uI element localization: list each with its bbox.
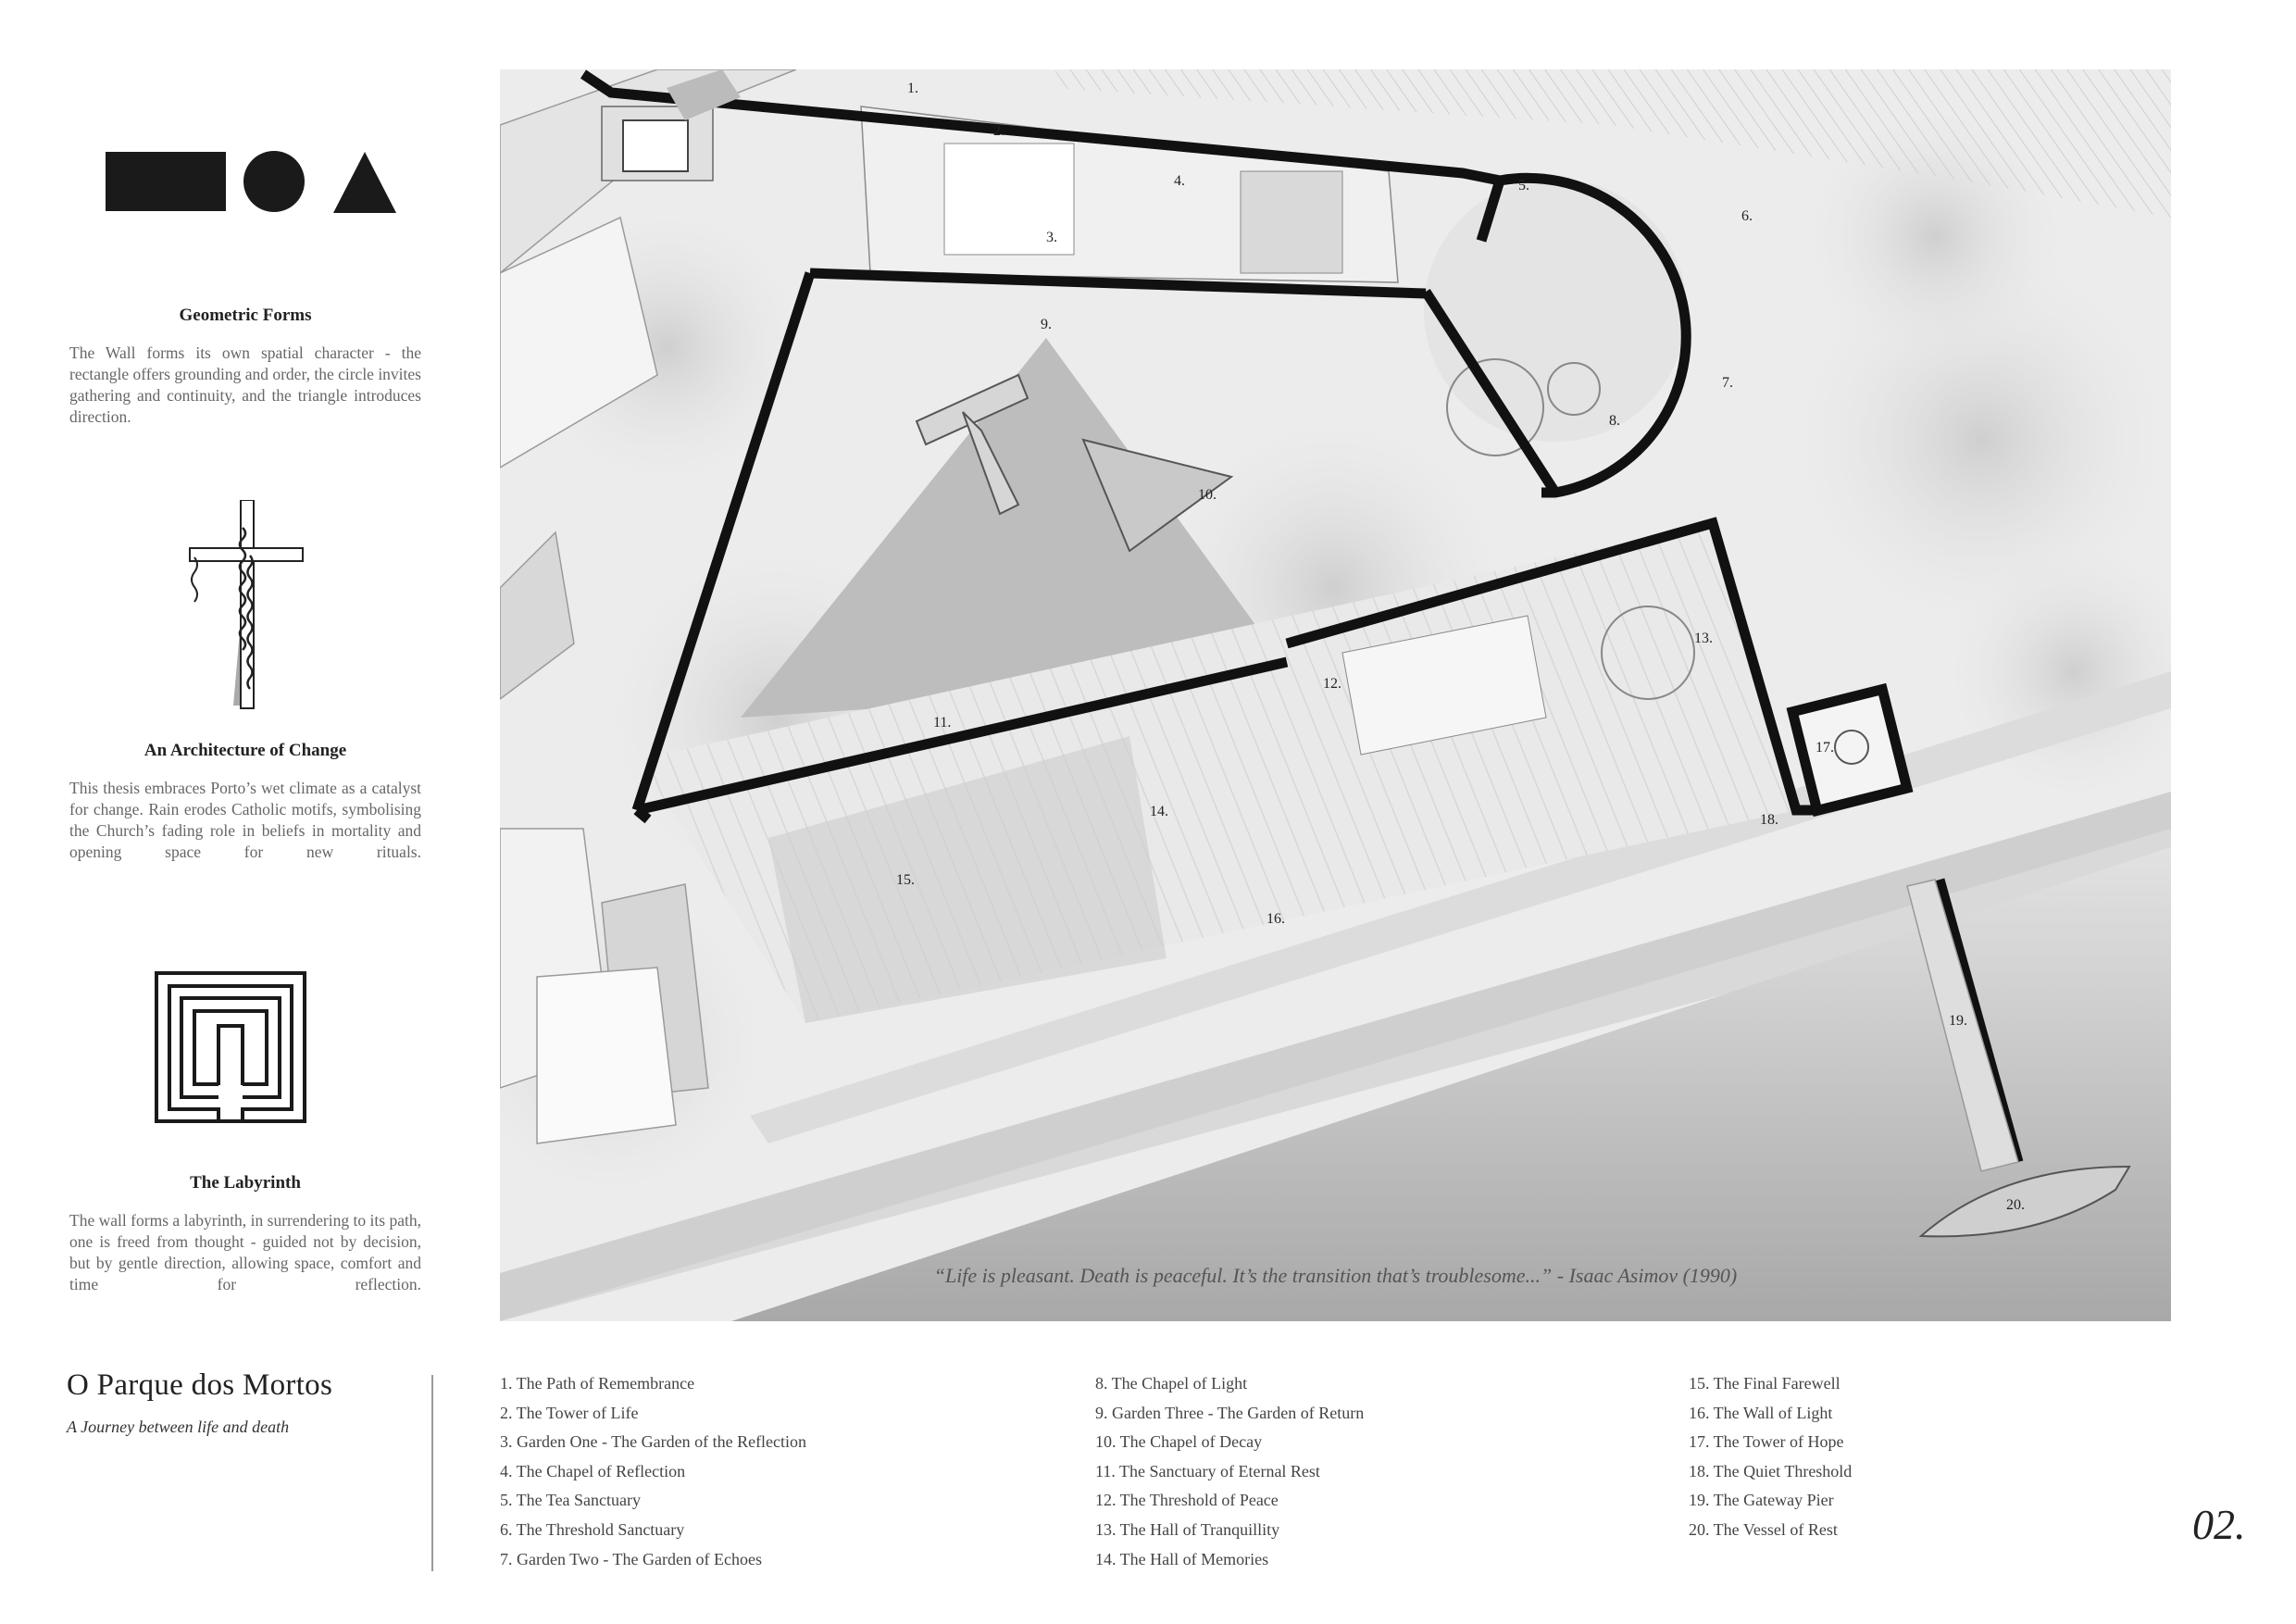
legend-item: 2. The Tower of Life (500, 1403, 639, 1422)
legend-item: 6. The Threshold Sanctuary (500, 1519, 685, 1539)
label-2: 2. (993, 123, 1004, 139)
label-3: 3. (1046, 230, 1057, 245)
label-8: 8. (1609, 413, 1620, 429)
project-subtitle: A Journey between life and death (67, 1418, 290, 1436)
tower-of-hope (1792, 690, 1907, 811)
legend-item: 18. The Quiet Threshold (1689, 1461, 1853, 1480)
label-17: 17. (1816, 740, 1834, 756)
label-20: 20. (2006, 1197, 2025, 1213)
legend-column-3 (1689, 1369, 1852, 1545)
legend-item: 16. The Wall of Light (1689, 1403, 1833, 1422)
labyrinth-text: The wall forms a labyrinth, in surrendering to its path, one is freed from thought - guided not by decision, but by gentle direction, allowing space, comfort and time for reflection. (69, 1211, 421, 1293)
legend-item: 19. The Gateway Pier (1689, 1491, 1834, 1510)
legend-item: 20. The Vessel of Rest (1689, 1519, 1838, 1539)
vertical-divider (431, 1375, 433, 1571)
architecture-of-change-title: An Architecture of Change (144, 741, 347, 760)
label-13: 13. (1694, 631, 1713, 646)
legend-item: 9. Garden Three - The Garden of Return (1095, 1403, 1365, 1422)
legend-item: 17. The Tower of Hope (1689, 1432, 1844, 1452)
legend-item: 7. Garden Two - The Garden of Echoes (500, 1549, 762, 1568)
labyrinth-icon (154, 970, 307, 1129)
label-15: 15. (896, 872, 915, 888)
geometric-forms-title: Geometric Forms (179, 306, 312, 325)
architecture-of-change-text: This thesis embraces Porto’s wet climate as a catalyst for change. Rain erodes Catholic motifs, symbolising the Church’s fading role in beliefs in mortality and opening space for new rituals. (69, 779, 421, 861)
label-7: 7. (1722, 375, 1733, 391)
eroded-cross-icon (185, 500, 306, 718)
label-6: 6. (1741, 208, 1753, 224)
geometric-forms-icon (104, 148, 400, 219)
rectangle-shape (106, 152, 226, 211)
site-plan-drawing (500, 69, 2171, 1321)
legend-column-1 (500, 1369, 806, 1574)
legend-item: 13. The Hall of Tranquillity (1095, 1519, 1280, 1539)
site-plan (500, 69, 2171, 1321)
legend-item: 11. The Sanctuary of Eternal Rest (1095, 1461, 1320, 1480)
label-9: 9. (1041, 317, 1052, 332)
legend-item: 12. The Threshold of Peace (1095, 1491, 1279, 1510)
label-5: 5. (1518, 178, 1529, 194)
garden-two-floor (1424, 179, 1687, 442)
legend-item: 5. The Tea Sanctuary (500, 1491, 642, 1510)
asimov-quote: “Life is pleasant. Death is peaceful. It’s the transition that’s troublesome...” - Isaac Asimov (1990) (933, 1264, 1738, 1287)
tea-sanctuary-room (1241, 171, 1342, 273)
labyrinth-title: The Labyrinth (190, 1173, 301, 1193)
legend-item: 15. The Final Farewell (1689, 1374, 1841, 1393)
geometric-forms-text: The Wall forms its own spatial character - the rectangle offers grounding and order, the circle invites gathering and continuity, and the triangle introduces direction. (69, 344, 421, 426)
label-12: 12. (1323, 676, 1341, 692)
project-title: O Parque dos Mortos (67, 1368, 333, 1402)
legend-item: 1. The Path of Remembrance (500, 1374, 695, 1393)
label-14: 14. (1150, 804, 1168, 819)
label-10: 10. (1198, 487, 1217, 503)
label-11: 11. (933, 715, 952, 731)
label-19: 19. (1949, 1013, 1967, 1029)
legend-item: 3. Garden One - The Garden of the Reflection (500, 1432, 807, 1452)
label-18: 18. (1760, 812, 1778, 828)
page-number: 02. (2192, 1501, 2246, 1548)
legend-item: 8. The Chapel of Light (1095, 1374, 1248, 1393)
label-4: 4. (1174, 173, 1185, 189)
label-16: 16. (1267, 911, 1285, 927)
legend-item: 4. The Chapel of Reflection (500, 1461, 686, 1480)
circle-shape (243, 151, 305, 212)
triangle-shape (333, 152, 396, 213)
label-1: 1. (907, 81, 918, 96)
legend-column-2 (1095, 1369, 1364, 1574)
project-title-block (67, 1368, 332, 1437)
legend-item: 14. The Hall of Memories (1095, 1549, 1269, 1568)
legend-item: 10. The Chapel of Decay (1095, 1432, 1263, 1452)
